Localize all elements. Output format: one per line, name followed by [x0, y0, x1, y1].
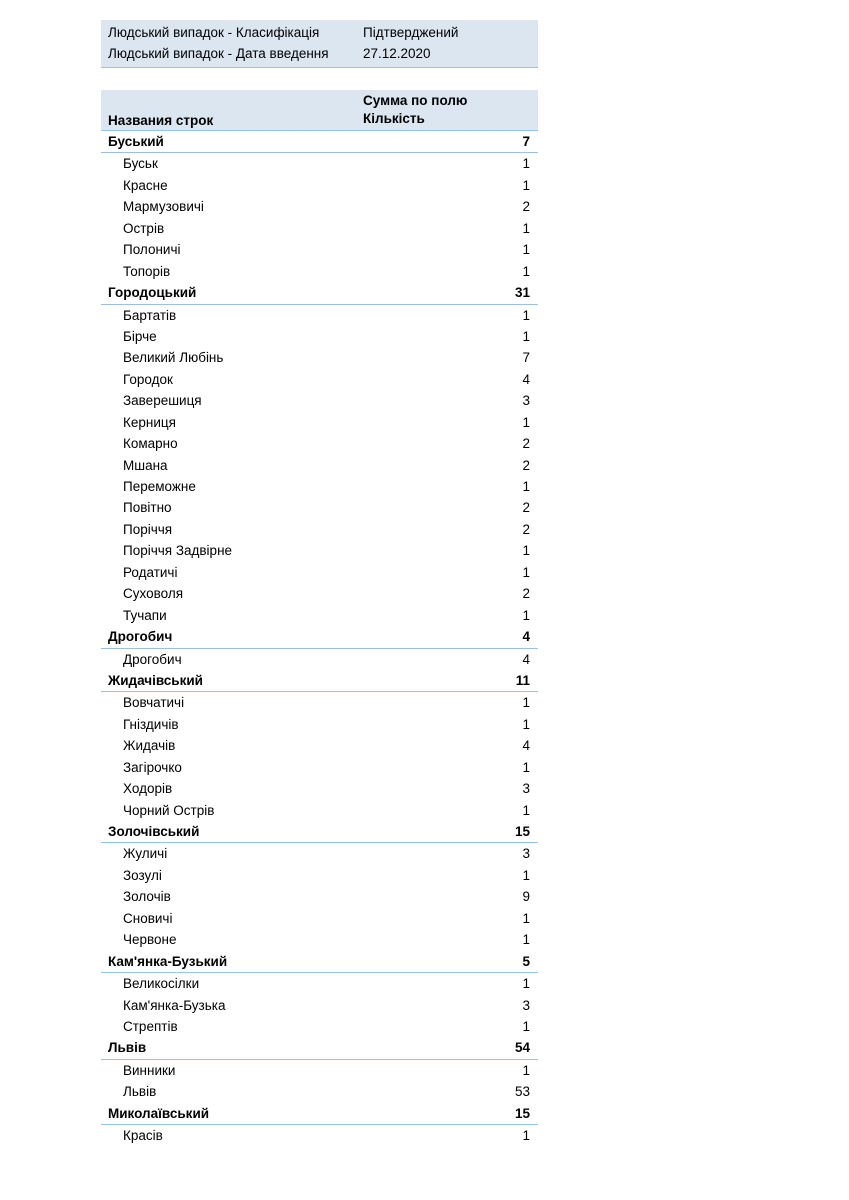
item-value: 3 [522, 997, 530, 1013]
item-row[interactable] [101, 540, 538, 561]
item-value: 1 [522, 695, 530, 711]
item-name: Городок [123, 371, 173, 387]
item-value: 2 [522, 457, 530, 473]
item-name: Гніздичів [123, 716, 179, 732]
item-value: 53 [514, 1084, 530, 1100]
group-row[interactable] [101, 821, 538, 843]
filter-label: Людський випадок - Дата введення [108, 46, 329, 61]
item-row[interactable] [101, 1016, 538, 1037]
item-row[interactable] [101, 843, 538, 864]
item-value: 4 [522, 371, 530, 387]
item-value: 1 [522, 177, 530, 193]
item-name: Заверешиця [123, 393, 202, 409]
group-row[interactable] [101, 282, 538, 304]
group-row[interactable] [101, 670, 538, 692]
group-total: 15 [514, 1105, 530, 1121]
item-name: Чорний Острів [123, 802, 215, 818]
item-name: Повітно [123, 500, 172, 516]
item-row[interactable] [101, 865, 538, 886]
item-name: Жидачів [123, 738, 176, 754]
item-value: 3 [522, 393, 530, 409]
item-value: 1 [522, 1062, 530, 1078]
group-total: 4 [522, 629, 530, 645]
item-name: Стрептів [123, 1018, 178, 1034]
filter-label: Людський випадок - Класифікація [108, 25, 320, 40]
item-row[interactable] [101, 218, 538, 239]
item-name: Загірочко [123, 759, 182, 775]
item-row[interactable] [101, 800, 538, 821]
item-name: Мшана [123, 457, 168, 473]
report-filters [101, 20, 538, 68]
item-value: 2 [522, 436, 530, 452]
item-name: Керниця [123, 414, 176, 430]
item-value: 1 [522, 328, 530, 344]
item-name: Великосілки [123, 976, 200, 992]
item-value: 2 [522, 586, 530, 602]
item-value: 7 [522, 350, 530, 366]
item-value: 9 [522, 889, 530, 905]
item-value: 2 [522, 199, 530, 215]
row-labels-header[interactable]: Названия строк [108, 113, 214, 128]
item-row[interactable] [101, 347, 538, 368]
item-value: 3 [522, 781, 530, 797]
item-row[interactable] [101, 261, 538, 282]
value-field-header [363, 90, 538, 130]
item-name: Суховоля [123, 586, 184, 602]
group-name: Золочівський [108, 824, 200, 839]
item-row[interactable] [101, 908, 538, 929]
item-row[interactable] [101, 886, 538, 907]
filter-value[interactable]: Підтверджений [363, 25, 459, 40]
item-row[interactable] [101, 735, 538, 756]
filter-value[interactable]: 27.12.2020 [363, 46, 431, 61]
group-row[interactable] [101, 131, 538, 153]
item-row[interactable] [101, 757, 538, 778]
item-name: Острів [123, 220, 165, 236]
filter-row-date [101, 43, 538, 64]
item-value: 1 [522, 263, 530, 279]
group-row[interactable] [101, 951, 538, 973]
value-field-header-line1: Сумма по полю [363, 93, 468, 108]
item-value: 1 [522, 976, 530, 992]
item-name: Червоне [123, 932, 177, 948]
item-name: Бірче [123, 328, 157, 344]
item-value: 3 [522, 846, 530, 862]
item-row[interactable] [101, 778, 538, 799]
item-name: Переможне [123, 479, 196, 494]
item-value: 1 [522, 543, 530, 559]
item-name: Тучапи [123, 607, 167, 623]
item-row[interactable] [101, 649, 538, 670]
item-value: 1 [522, 414, 530, 430]
item-value: 1 [522, 802, 530, 818]
group-row[interactable] [101, 1103, 538, 1125]
filter-row-classification [101, 22, 538, 43]
item-row[interactable] [101, 714, 538, 735]
item-row[interactable] [101, 153, 538, 174]
item-value: 1 [522, 910, 530, 926]
item-name: Буськ [123, 156, 158, 172]
item-row[interactable] [101, 583, 538, 604]
item-value: 1 [522, 220, 530, 236]
item-value: 1 [522, 932, 530, 948]
group-name: Буський [108, 134, 164, 149]
value-field-header-line2: Кількість [363, 111, 425, 126]
group-total: 7 [522, 134, 530, 149]
group-row[interactable] [101, 1037, 538, 1059]
item-value: 1 [522, 479, 530, 494]
item-value: 1 [522, 867, 530, 883]
item-value: 1 [522, 307, 530, 323]
group-total: 11 [515, 672, 530, 688]
item-value: 1 [522, 242, 530, 258]
item-row[interactable] [101, 929, 538, 950]
item-row[interactable] [101, 326, 538, 347]
item-row[interactable] [101, 1125, 538, 1146]
item-value: 1 [522, 716, 530, 732]
item-row[interactable] [101, 497, 538, 518]
group-name: Городоцький [108, 285, 197, 301]
item-row[interactable] [101, 390, 538, 411]
item-row[interactable] [101, 412, 538, 433]
item-name: Львів [123, 1084, 157, 1100]
item-value: 1 [522, 607, 530, 623]
item-name: Винники [123, 1062, 176, 1078]
group-name: Дрогобич [108, 629, 173, 645]
item-row[interactable] [101, 692, 538, 713]
item-row[interactable] [101, 1060, 538, 1081]
item-name: Бартатів [123, 307, 177, 323]
spacer [101, 68, 538, 90]
item-name: Красів [123, 1128, 163, 1144]
group-total: 15 [514, 824, 530, 839]
item-name: Великий Любінь [123, 350, 224, 366]
item-row[interactable] [101, 973, 538, 994]
item-row[interactable] [101, 369, 538, 390]
item-name: Красне [123, 177, 168, 193]
item-row[interactable] [101, 239, 538, 260]
group-name: Жидачівський [108, 672, 203, 688]
item-value: 2 [522, 500, 530, 516]
item-value: 1 [522, 1128, 530, 1144]
item-name: Вовчатичі [123, 695, 185, 711]
item-value: 1 [522, 156, 530, 172]
item-value: 1 [522, 564, 530, 580]
group-name: Миколаївський [108, 1105, 210, 1121]
item-name: Полоничі [123, 242, 181, 258]
item-name: Поріччя [123, 521, 173, 537]
item-name: Кам'янка-Бузька [123, 997, 226, 1013]
item-value: 2 [522, 521, 530, 537]
item-name: Дрогобич [123, 651, 182, 667]
item-row[interactable] [101, 519, 538, 540]
item-row[interactable] [101, 175, 538, 196]
pivot-header [101, 90, 538, 131]
item-value: 1 [522, 759, 530, 775]
item-row[interactable] [101, 995, 538, 1016]
item-row[interactable] [101, 1081, 538, 1102]
item-value: 1 [522, 1018, 530, 1034]
group-total: 54 [514, 1040, 530, 1056]
item-name: Зозулі [123, 867, 162, 883]
pivot-rows [101, 131, 538, 1147]
group-total: 5 [522, 953, 530, 969]
pivot-table [101, 20, 538, 1147]
item-name: Поріччя Задвірне [123, 543, 233, 559]
item-name: Мармузовичі [123, 199, 204, 215]
item-name: Жуличі [123, 846, 168, 862]
item-name: Комарно [123, 436, 178, 452]
item-name: Ходорів [123, 781, 173, 797]
item-row[interactable] [101, 562, 538, 583]
item-row[interactable] [101, 605, 538, 626]
item-row[interactable] [101, 476, 538, 497]
item-name: Сновичі [123, 910, 173, 926]
item-row[interactable] [101, 196, 538, 217]
group-total: 31 [514, 285, 530, 301]
item-row[interactable] [101, 305, 538, 326]
item-name: Родатичі [123, 564, 178, 580]
item-value: 4 [522, 651, 530, 667]
item-row[interactable] [101, 455, 538, 476]
item-value: 4 [522, 738, 530, 754]
item-name: Топорів [123, 263, 171, 279]
item-name: Золочів [123, 889, 171, 905]
group-name: Кам'янка-Бузький [108, 953, 228, 969]
group-name: Львів [108, 1040, 147, 1056]
item-row[interactable] [101, 433, 538, 454]
group-row[interactable] [101, 626, 538, 648]
